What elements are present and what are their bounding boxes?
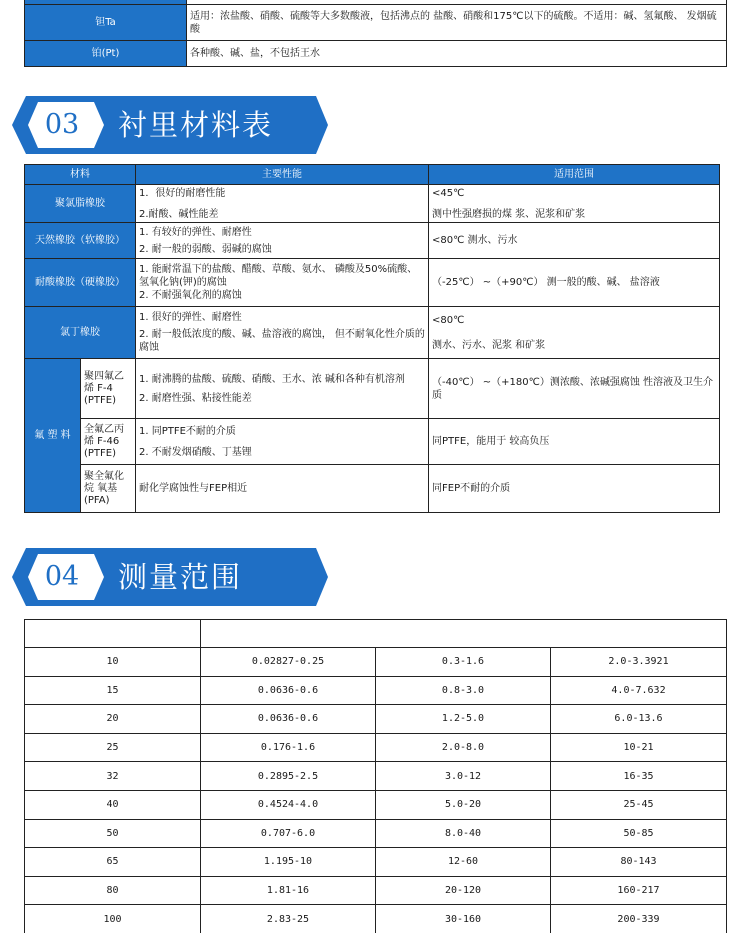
table-row: [25, 819, 727, 848]
scope-cell: <80℃ 测水、污水: [429, 223, 720, 259]
performance-line: 1. 耐沸腾的盐酸、硫酸、硝酸、王水、浓 碱和各种有机溶剂: [139, 373, 405, 385]
range-cell: 0.707-6.0: [201, 819, 376, 848]
section-banner-03: [12, 96, 328, 154]
sub-material-cell: 聚四氟乙烯 F-4 (PTFE): [81, 359, 136, 419]
material-cell: 氯丁橡胶: [25, 307, 136, 359]
range-cell: 2.0-3.3921: [551, 648, 727, 677]
section-title: 测量范围: [118, 560, 243, 594]
scope-cell: （-25℃） ~（+90℃） 测一般的酸、碱、 盐溶液: [429, 259, 720, 307]
range-cell: 4.0-7.632: [551, 676, 727, 705]
range-cell: 0.4524-4.0: [201, 790, 376, 819]
diameter-cell: 100: [25, 905, 201, 933]
scope-cell: （-40℃） ~（+180℃）测浓酸、浓碱强腐蚀 性溶液及卫生介质: [429, 359, 720, 419]
range-cell: 0.3-1.6: [376, 648, 551, 677]
section-title: 衬里材料表: [118, 108, 274, 142]
diameter-cell: 40: [25, 790, 201, 819]
performance-cell: [136, 307, 429, 359]
table-row: [25, 223, 720, 259]
header-range: 量程范围(m3/h): [201, 620, 727, 648]
range-cell: 0.02827-0.25: [201, 648, 376, 677]
diameter-cell: 50: [25, 819, 201, 848]
table-row: [25, 259, 720, 307]
diameter-cell: 65: [25, 848, 201, 877]
range-cell: 0.0636-0.6: [201, 705, 376, 734]
material-cell: 铂(Pt): [25, 41, 187, 67]
scope-line: <45℃: [432, 187, 465, 199]
range-cell: 1.2-5.0: [376, 705, 551, 734]
table-row: [25, 41, 727, 67]
range-cell: 30-160: [376, 905, 551, 933]
range-cell: 5.0-20: [376, 790, 551, 819]
table-row: [25, 359, 720, 419]
section-banner-04: [12, 548, 328, 606]
header-scope: 适用范围: [429, 165, 720, 185]
table-header-row: [25, 620, 727, 648]
table-row: [25, 733, 727, 762]
range-cell: 200-339: [551, 905, 727, 933]
table-row: [25, 876, 727, 905]
range-cell: 25-45: [551, 790, 727, 819]
table-row: [25, 465, 720, 513]
table-row: [25, 419, 720, 465]
performance-line: 1. 同PTFE不耐的介质: [139, 425, 236, 437]
range-cell: 6.0-13.6: [551, 705, 727, 734]
table-header-row: [25, 165, 720, 185]
header-material: 材料: [25, 165, 136, 185]
range-cell: 0.8-3.0: [376, 676, 551, 705]
diameter-cell: 20: [25, 705, 201, 734]
material-cell: 天然橡胶（软橡胶）: [25, 223, 136, 259]
material-cell: 聚氯脂橡胶: [25, 185, 136, 223]
diameter-cell: 10: [25, 648, 201, 677]
performance-line: 2. 不耐发烟硝酸、丁基锂: [139, 446, 252, 458]
range-cell: 1.195-10: [201, 848, 376, 877]
section-number: 04: [44, 561, 80, 592]
performance-cell: [136, 259, 429, 307]
description-cell: 各种酸、碱、盐，不包括王水: [187, 41, 727, 67]
performance-line: 1．很好的耐磨性能: [139, 187, 226, 199]
diameter-cell: 32: [25, 762, 201, 791]
lining-material-table: [24, 164, 720, 513]
scope-line: 测中性强磨损的煤 浆、泥浆和矿浆: [432, 208, 586, 220]
performance-line: 2. 耐磨性强、粘接性能差: [139, 392, 252, 404]
performance-cell: [136, 359, 429, 419]
performance-line: 1. 能耐常温下的盐酸、醋酸、草酸、氨水、 磷酸及50%硫酸、氢氧化钠(钾)的腐蚀: [139, 264, 418, 288]
scope-cell: 同PTFE，能用于 较高负压: [429, 419, 720, 465]
range-cell: 3.0-12: [376, 762, 551, 791]
scope-line: 测水、污水、泥浆 和矿浆: [432, 339, 546, 351]
range-cell: 50-85: [551, 819, 727, 848]
range-cell: 2.0-8.0: [376, 733, 551, 762]
range-cell: 80-143: [551, 848, 727, 877]
range-cell: 160-217: [551, 876, 727, 905]
table-row: [25, 705, 727, 734]
sub-material-cell: 聚全氟化烷 氧基 (PFA): [81, 465, 136, 513]
range-cell: 0.176-1.6: [201, 733, 376, 762]
measurement-rows: [25, 648, 727, 933]
range-cell: 20-120: [376, 876, 551, 905]
range-cell: 2.83-25: [201, 905, 376, 933]
performance-line: 2.耐酸、碱性能差: [139, 208, 219, 220]
scope-line: <80℃: [432, 314, 465, 326]
sub-material-cell: 全氟乙丙烯 F-46 (PTFE): [81, 419, 136, 465]
measurement-range-table: [24, 619, 727, 933]
header-performance: 主要性能: [136, 165, 429, 185]
material-cell: 钽Ta: [25, 5, 187, 41]
section-number: 03: [44, 109, 80, 140]
table-row: [25, 762, 727, 791]
performance-line: 2. 不耐强氧化剂的腐蚀: [139, 290, 242, 301]
performance-line: 2. 耐一般的弱酸、弱碱的腐蚀: [139, 243, 272, 255]
range-cell: 1.81-16: [201, 876, 376, 905]
diameter-cell: 80: [25, 876, 201, 905]
table-row: [25, 790, 727, 819]
table-row: [25, 5, 727, 41]
range-cell: 8.0-40: [376, 819, 551, 848]
performance-cell: 耐化学腐蚀性与FEP相近: [136, 465, 429, 513]
group-cell-fluoroplastic: 氟 塑 料: [25, 359, 81, 513]
material-cell: 耐酸橡胶（硬橡胶）: [25, 259, 136, 307]
scope-cell: [429, 307, 720, 359]
table-row: [25, 676, 727, 705]
performance-line: 1. 很好的弹性、耐磨性: [139, 312, 242, 323]
range-cell: 12-60: [376, 848, 551, 877]
table-row: [25, 307, 720, 359]
performance-line: 2. 耐一般低浓度的酸、碱、盐溶液的腐蚀， 但不耐氧化性介质的腐蚀: [139, 329, 425, 353]
table-row: [25, 185, 720, 223]
performance-cell: [136, 185, 429, 223]
scope-cell: 同FEP不耐的介质: [429, 465, 720, 513]
range-cell: 0.2895-2.5: [201, 762, 376, 791]
range-cell: 10-21: [551, 733, 727, 762]
scope-cell: [429, 185, 720, 223]
table-row: [25, 905, 727, 933]
range-cell: 16-35: [551, 762, 727, 791]
performance-cell: [136, 419, 429, 465]
diameter-cell: 15: [25, 676, 201, 705]
table-row: [25, 648, 727, 677]
metal-electrode-table: [24, 0, 727, 67]
diameter-cell: 25: [25, 733, 201, 762]
performance-cell: [136, 223, 429, 259]
range-cell: 0.0636-0.6: [201, 676, 376, 705]
header-diameter: 口径(mm): [25, 620, 201, 648]
performance-line: 1. 有较好的弹性、耐磨性: [139, 226, 252, 238]
description-cell: 适用：浓盐酸、硝酸、硫酸等大多数酸液，包括沸点的 盐酸、硝酸和175℃以下的硫酸。不适用：碱、氢氟酸、 发烟硫酸: [187, 5, 727, 41]
table-row: [25, 848, 727, 877]
